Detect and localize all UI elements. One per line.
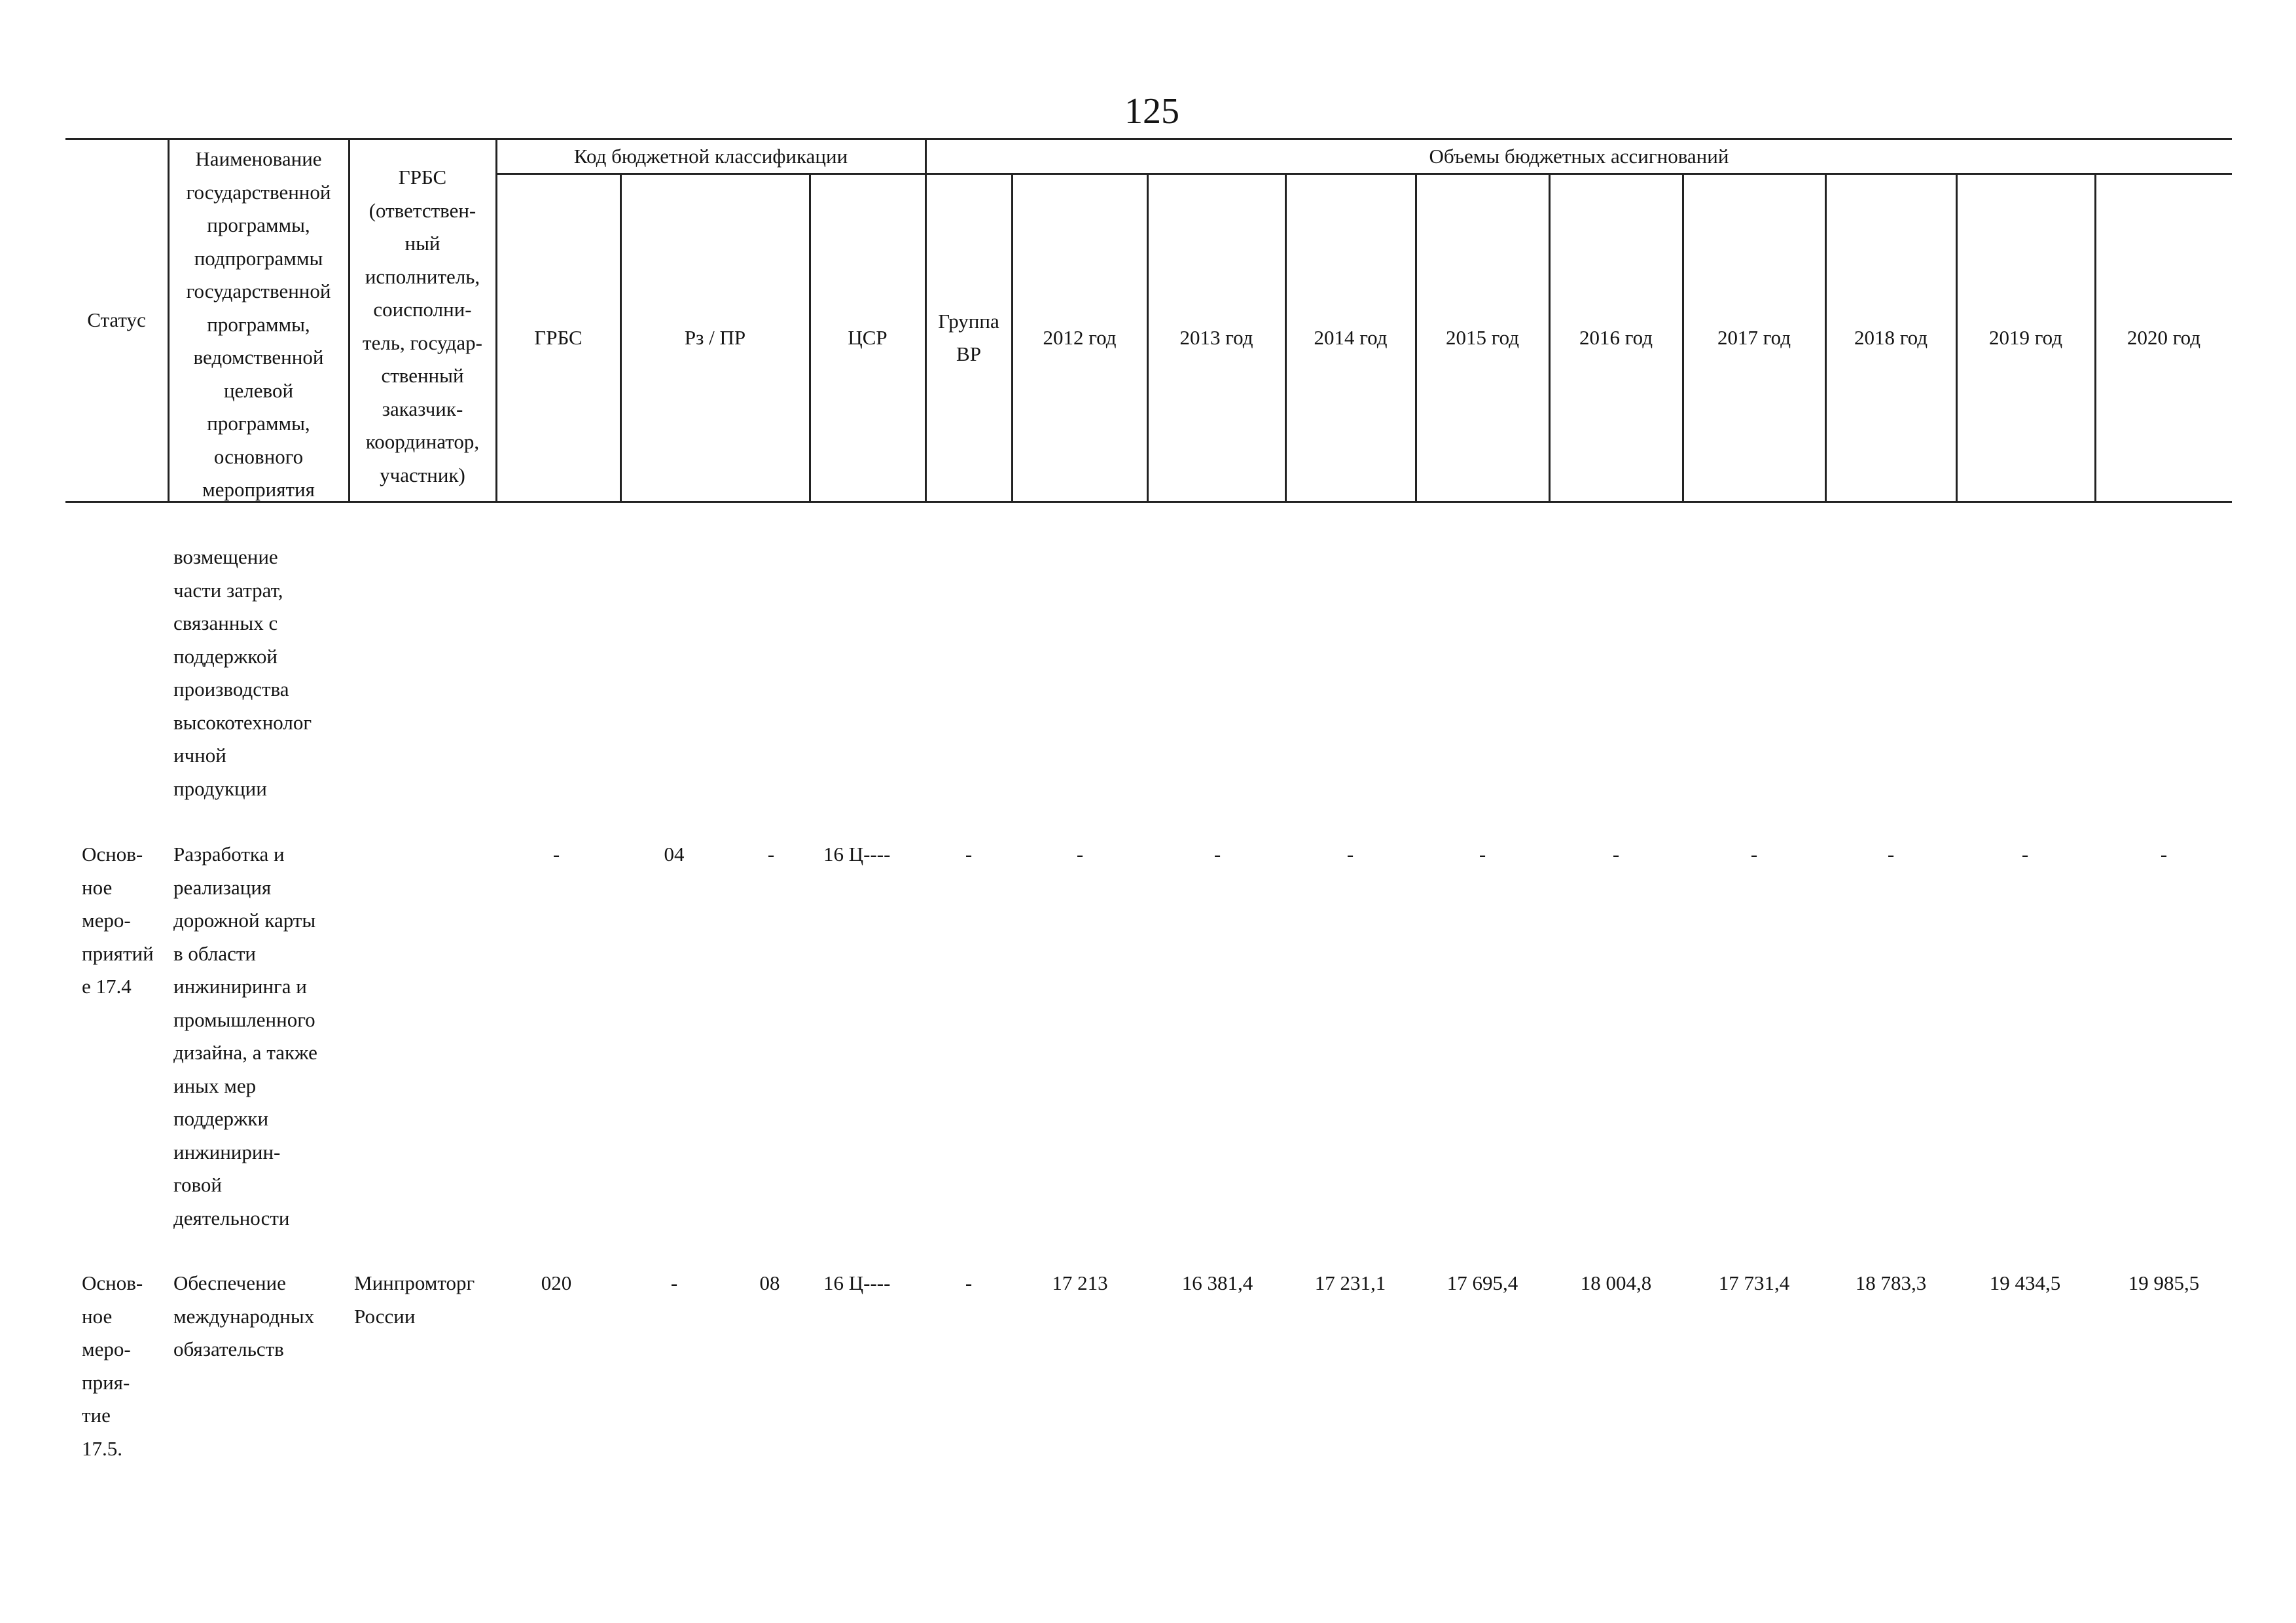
header-grbs-line: соисполни- — [373, 298, 472, 321]
row3-grbs-cell — [354, 1267, 475, 1333]
row3-code-grbs: 020 — [541, 1271, 572, 1294]
row2-vr: - — [965, 843, 973, 866]
row3-value-2017: 17 731,4 — [1718, 1271, 1790, 1294]
header-status: Статус — [87, 308, 146, 331]
header-grbs-line: тель, государ- — [363, 331, 482, 354]
row2-status-line: ное — [82, 875, 113, 899]
row3-name-line: Обеспечение — [173, 1271, 286, 1294]
row2-status-line: Основ- — [82, 843, 143, 866]
header-year-2014: 2014 год — [1314, 325, 1388, 349]
row2-value-2019: - — [2021, 843, 2029, 866]
header-code-csr: ЦСР — [848, 325, 888, 349]
header-code-grbs: ГРБС — [534, 325, 583, 349]
row2-value-2016: - — [1612, 843, 1620, 866]
header-name-line: мероприятия — [202, 478, 315, 501]
header-budget-code-group: Код бюджетной классификации — [573, 145, 848, 168]
row3-name-cell — [173, 1267, 314, 1366]
row3-value-2016: 18 004,8 — [1580, 1271, 1652, 1294]
row2-value-2013: - — [1213, 843, 1221, 866]
row2-status-line: меро- — [82, 909, 131, 932]
row2-code-grbs: - — [552, 843, 560, 866]
row2-name-line: инжиниринга и — [173, 975, 307, 998]
row2-name-line: реализация — [173, 875, 272, 899]
row2-name-line: в области — [173, 941, 257, 965]
row2-value-2020: - — [2160, 843, 2168, 866]
header-grbs-line: ГРБС — [398, 166, 447, 189]
row2-name-line: деятельности — [173, 1206, 290, 1230]
row3-status-cell — [82, 1267, 143, 1465]
header-name-line: подпрограммы — [194, 246, 323, 270]
row3-name-line: обязательств — [173, 1338, 284, 1360]
row2-rz: 04 — [664, 843, 685, 866]
row3-value-2012: 17 213 — [1052, 1271, 1108, 1294]
row2-status-line: е 17.4 — [82, 975, 132, 998]
row3-pr: 08 — [759, 1271, 780, 1294]
row1-name-line: продукции — [173, 776, 267, 800]
header-year-2015: 2015 год — [1445, 325, 1520, 349]
header-grbs-line: координатор, — [365, 430, 480, 453]
page-number: 125 — [1124, 91, 1179, 132]
row1-name-line: поддержкой — [173, 644, 278, 668]
header-volumes-group: Объемы бюджетных ассигнований — [1429, 145, 1729, 168]
row3-vr: - — [965, 1271, 973, 1294]
row1-name-cell — [173, 541, 312, 805]
header-name-line: государственной — [186, 180, 331, 204]
header-name-line: ведомственной — [193, 346, 324, 369]
row2-name-line: инжинирин- — [173, 1140, 281, 1163]
header-bottom-border — [65, 501, 2232, 503]
row2-csr: 16 Ц---- — [823, 843, 891, 866]
header-year-2016: 2016 год — [1579, 325, 1653, 349]
row2-name-line: говой — [173, 1173, 222, 1196]
row2-name-line: промышленного — [173, 1008, 315, 1031]
row1-name-line: связанных с — [173, 611, 278, 634]
row3-value-2018: 18 783,3 — [1855, 1271, 1927, 1294]
header-name-line: Наименование — [195, 147, 322, 170]
header-name-line: государственной — [186, 280, 331, 302]
header-name-line: программы, — [207, 312, 310, 336]
row3-value-2020: 19 985,5 — [2128, 1271, 2200, 1294]
header-vr-line: Группа — [938, 309, 999, 333]
row3-value-2015: 17 695,4 — [1446, 1271, 1518, 1294]
row2-name-line: Разработка и — [173, 843, 285, 866]
row2-value-2014: - — [1346, 843, 1354, 866]
header-year-2017: 2017 год — [1717, 325, 1791, 349]
header-year-2018: 2018 год — [1854, 325, 1928, 349]
row1-name-line: производства — [173, 678, 289, 701]
row3-status-line: Основ- — [82, 1271, 143, 1294]
row3-status-line: меро- — [82, 1338, 131, 1360]
row2-status-cell — [82, 838, 154, 1004]
row3-value-2013: 16 381,4 — [1181, 1271, 1253, 1294]
header-name-line: основного — [213, 445, 304, 468]
header-grbs-line: участник) — [380, 463, 465, 486]
header-grbs-column — [350, 161, 495, 492]
row2-status-line: приятий — [82, 941, 154, 965]
row3-value-2014: 17 231,1 — [1314, 1271, 1386, 1294]
header-group-vr — [926, 174, 1011, 501]
row2-name-line: поддержки — [173, 1107, 269, 1130]
row1-name-line: ичной — [173, 744, 226, 767]
row3-csr: 16 Ц---- — [823, 1271, 891, 1294]
row2-value-2018: - — [1887, 843, 1895, 866]
row3-status-line: 17.5. — [82, 1436, 122, 1460]
header-year-2020: 2020 год — [2126, 325, 2201, 349]
header-name-line: программы, — [207, 412, 310, 435]
row3-rz: - — [670, 1271, 678, 1294]
row3-status-line: ное — [82, 1304, 113, 1328]
header-grbs-line: заказчик- — [382, 397, 463, 420]
row3-status-line: тие — [82, 1404, 111, 1427]
header-grbs-line: исполнитель, — [365, 264, 480, 288]
row2-name-cell — [173, 838, 317, 1235]
row2-name-line: иных мер — [173, 1074, 257, 1097]
row2-value-2012: - — [1076, 843, 1084, 866]
row3-grbs-line: России — [354, 1304, 416, 1328]
header-year-2013: 2013 год — [1179, 325, 1253, 349]
header-name-line: программы, — [207, 213, 310, 236]
row2-value-2017: - — [1750, 843, 1758, 866]
header-year-2012: 2012 год — [1043, 325, 1117, 349]
row2-name-line: дорожной карты — [173, 909, 316, 932]
header-name-column — [169, 143, 348, 507]
row2-pr: - — [767, 843, 775, 866]
row3-value-2019: 19 434,5 — [1989, 1271, 2061, 1294]
row1-name-line: части затрат, — [173, 578, 283, 602]
row2-value-2015: - — [1479, 843, 1486, 866]
row1-name-line: возмещение — [173, 545, 278, 568]
header-code-rz-pr: Рз / ПР — [684, 325, 746, 349]
header-name-line: целевой — [223, 378, 294, 402]
header-grbs-line: ственный — [381, 364, 464, 387]
header-year-2019: 2019 год — [1988, 325, 2063, 349]
header-grbs-line: (ответствен- — [368, 198, 476, 222]
row3-grbs-line: Минпромторг — [354, 1271, 475, 1294]
header-grbs-line: ный — [404, 232, 440, 255]
row2-name-line: дизайна, а также — [173, 1041, 317, 1064]
header-vr-line: ВР — [956, 342, 981, 365]
row3-name-line: международных — [173, 1304, 315, 1328]
row1-name-line: высокотехнолог — [173, 710, 312, 734]
row3-status-line: прия- — [82, 1370, 130, 1394]
